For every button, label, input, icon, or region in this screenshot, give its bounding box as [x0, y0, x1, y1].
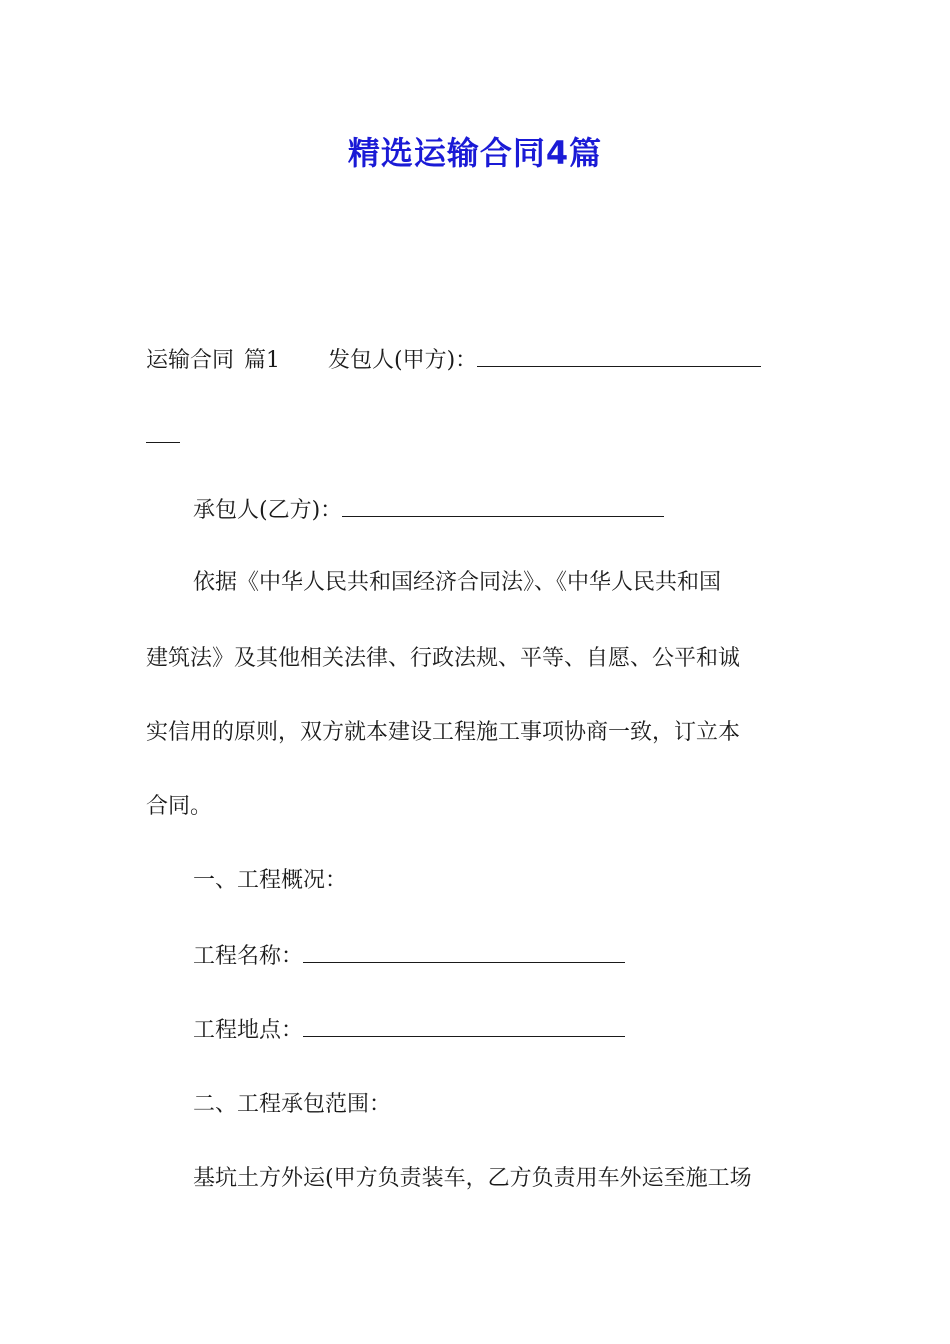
project-name-line [193, 940, 625, 972]
project-location-label: 工程地点： [193, 1018, 304, 1043]
paragraph-line: 基坑土方外运(甲方负责装车，乙方负责用车外运至施工场 [193, 1166, 752, 1191]
party-a-blank-continuation [146, 420, 180, 452]
contract-heading: 运输合同 [146, 348, 235, 373]
project-location-line [193, 1014, 625, 1046]
party-b-label: 承包人(乙方)： [193, 498, 343, 523]
project-name-blank [303, 940, 625, 963]
paragraph-line: 建筑法》及其他相关法律、行政法规、平等、自愿、公平和诚 [146, 646, 741, 671]
contract-header-line [146, 344, 761, 376]
section-number: 篇1 [244, 348, 281, 373]
party-a-blank [477, 344, 761, 367]
party-b-blank [342, 494, 664, 517]
section1-heading: 一、工程概况： [193, 868, 348, 893]
paragraph-line: 合同。 [146, 794, 213, 819]
party-b-line [193, 494, 664, 526]
section2-heading: 二、工程承包范围： [193, 1092, 392, 1117]
project-name-label: 工程名称： [193, 944, 304, 969]
paragraph-line: 实信用的原则，双方就本建设工程施工事项协商一致，订立本 [146, 720, 741, 745]
document-title: 精选运输合同4篇 [347, 134, 603, 172]
party-a-label: 发包人(甲方)： [328, 348, 478, 373]
paragraph-line: 依据《中华人民共和国经济合同法》、《中华人民共和国 [193, 570, 722, 595]
project-location-blank [303, 1014, 625, 1037]
party-a-blank-tail [146, 420, 180, 443]
